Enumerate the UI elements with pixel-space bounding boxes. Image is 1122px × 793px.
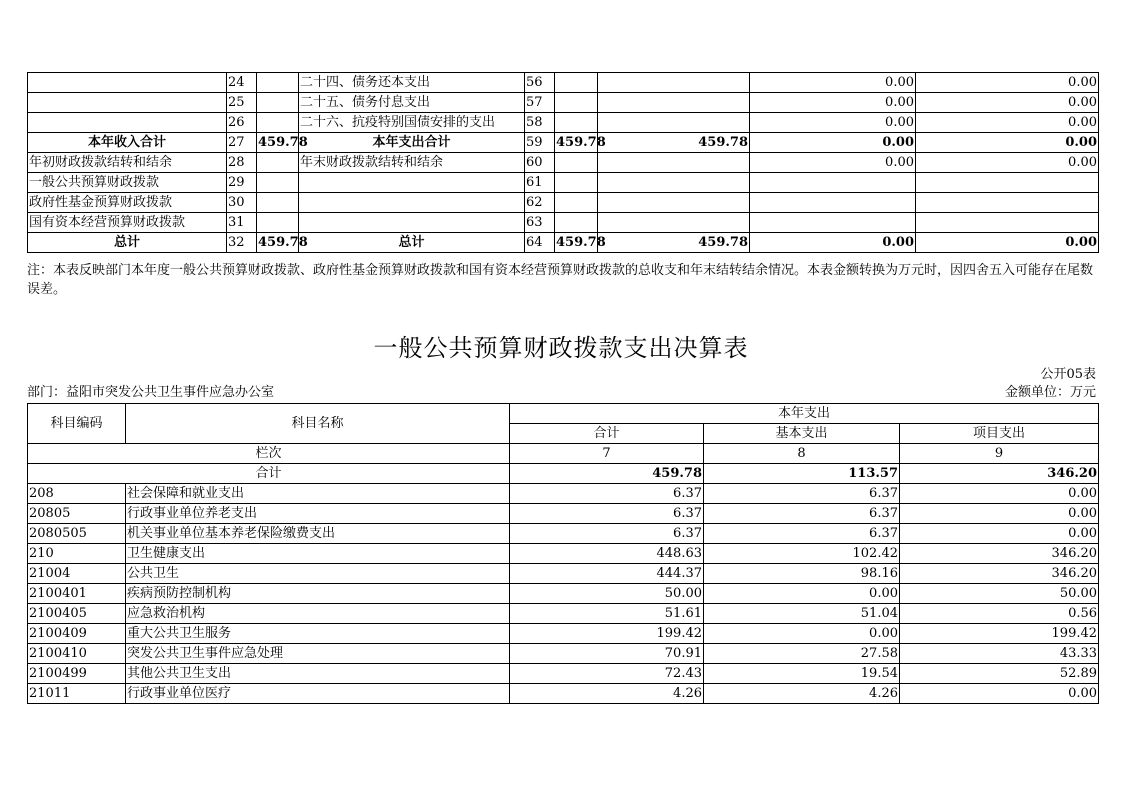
expenditure-amount-4: 0.00 [916,113,1099,133]
income-amount [257,113,299,133]
expenditure-amount-1: 459.78 [555,133,598,153]
expenditure-amount-4: 0.00 [916,73,1099,93]
income-amount [257,93,299,113]
subject-code: 2080505 [28,524,126,544]
expenditure-line-number: 58 [525,113,555,133]
expenditure-amount-3 [750,213,916,233]
amount-basic: 27.58 [704,644,900,664]
expenditure-amount-4 [916,213,1099,233]
header-basic: 基本支出 [704,424,900,444]
income-line-number: 27 [227,133,257,153]
income-line-number: 31 [227,213,257,233]
amount-total: 6.37 [510,504,704,524]
expenditure-amount-2 [598,113,750,133]
amount-basic: 51.04 [704,604,900,624]
column-number-label: 栏次 [28,444,510,464]
table-row [28,564,1099,584]
column-number-total: 7 [510,444,704,464]
subject-name: 疾病预防控制机构 [126,584,510,604]
header-total: 合计 [510,424,704,444]
amount-total: 199.42 [510,624,704,644]
table-row [28,93,1099,113]
income-line-number: 25 [227,93,257,113]
column-number-basic: 8 [704,444,900,464]
table-row [28,544,1099,564]
amount-project: 0.56 [900,604,1099,624]
expenditure-amount-2 [598,193,750,213]
amount-project: 43.33 [900,644,1099,664]
expenditure-amount-2 [598,73,750,93]
expenditure-amount-3: 0.00 [750,133,916,153]
amount-project: 0.00 [900,504,1099,524]
sum-label: 合计 [28,464,510,484]
subject-code: 210 [28,544,126,564]
department-label: 部门：益阳市突发公共卫生事件应急办公室 [27,385,275,400]
expenditure-line-number: 64 [525,233,555,253]
subject-name: 应急救治机构 [126,604,510,624]
expenditure-item-name: 二十五、债务付息支出 [299,93,525,113]
expenditure-amount-1 [555,73,598,93]
table-row [28,584,1099,604]
amount-project: 0.00 [900,524,1099,544]
income-amount [257,173,299,193]
table-row [28,484,1099,504]
amount-basic: 0.00 [704,584,900,604]
sum-project: 346.20 [900,464,1099,484]
sum-total: 459.78 [510,464,704,484]
expenditure-amount-3: 0.00 [750,73,916,93]
expenditure-item-name [299,193,525,213]
income-amount [257,193,299,213]
amount-total: 448.63 [510,544,704,564]
expenditure-amount-1 [555,193,598,213]
expenditure-amount-4: 0.00 [916,93,1099,113]
amount-total: 70.91 [510,644,704,664]
expenditure-amount-1 [555,113,598,133]
unit-label: 金额单位：万元 [1004,385,1096,400]
income-item-name [28,73,227,93]
header-name: 科目名称 [126,404,510,444]
header-project: 项目支出 [900,424,1099,444]
expenditure-item-name: 二十六、抗疫特别国债安排的支出 [299,113,525,133]
subject-code: 2100410 [28,644,126,664]
subject-code: 2100401 [28,584,126,604]
subject-name: 其他公共卫生支出 [126,664,510,684]
amount-total: 51.61 [510,604,704,624]
subject-code: 20805 [28,504,126,524]
subject-code: 21004 [28,564,126,584]
column-number-project: 9 [900,444,1099,464]
table-row [28,644,1099,664]
table-row [28,624,1099,644]
column-number-row [28,444,1099,464]
expenditure-line-number: 63 [525,213,555,233]
subject-code: 2100405 [28,604,126,624]
amount-total: 4.26 [510,684,704,704]
income-line-number: 24 [227,73,257,93]
table-row [28,173,1099,193]
income-item-name: 本年收入合计 [28,133,227,153]
expenditure-amount-3 [750,193,916,213]
amount-basic: 6.37 [704,524,900,544]
amount-total: 72.43 [510,664,704,684]
expenditure-amount-4 [916,193,1099,213]
amount-total: 50.00 [510,584,704,604]
income-amount: 459.78 [257,133,299,153]
expenditure-amount-2: 459.78 [598,133,750,153]
amount-basic: 6.37 [704,504,900,524]
expenditure-amount-1 [555,153,598,173]
expenditure-line-number: 56 [525,73,555,93]
amount-basic: 102.42 [704,544,900,564]
table-row [28,113,1099,133]
revenue-expenditure-table [27,72,1099,253]
expenditure-amount-4 [916,173,1099,193]
income-item-name: 政府性基金预算财政拨款 [28,193,227,213]
expenditure-amount-2 [598,153,750,173]
table-row [28,664,1099,684]
header-row-1 [28,404,1099,424]
amount-project: 0.00 [900,484,1099,504]
page-title: 一般公共预算财政拨款支出决算表 [373,334,749,362]
amount-total: 6.37 [510,484,704,504]
income-amount: 459.78 [257,233,299,253]
income-amount [257,213,299,233]
expenditure-amount-2 [598,173,750,193]
table-row [28,524,1099,544]
subject-name: 公共卫生 [126,564,510,584]
expenditure-line-number: 57 [525,93,555,113]
expenditure-line-number: 59 [525,133,555,153]
expenditure-amount-1: 459.78 [555,233,598,253]
income-line-number: 30 [227,193,257,213]
expenditure-amount-1 [555,173,598,193]
table-row [28,213,1099,233]
expenditure-amount-1 [555,93,598,113]
table-row [28,153,1099,173]
amount-basic: 6.37 [704,484,900,504]
subject-code: 208 [28,484,126,504]
expenditure-line-number: 61 [525,173,555,193]
income-item-name: 国有资本经营预算财政拨款 [28,213,227,233]
income-item-name: 总计 [28,233,227,253]
subject-code: 2100409 [28,624,126,644]
expenditure-amount-4: 0.00 [916,153,1099,173]
expenditure-item-name [299,173,525,193]
amount-basic: 98.16 [704,564,900,584]
amount-project: 50.00 [900,584,1099,604]
subject-name: 机关事业单位基本养老保险缴费支出 [126,524,510,544]
subject-name: 社会保障和就业支出 [126,484,510,504]
expenditure-amount-4: 0.00 [916,133,1099,153]
amount-total: 6.37 [510,524,704,544]
subject-code: 2100499 [28,664,126,684]
table-row [28,73,1099,93]
expenditure-amount-2 [598,93,750,113]
expenditure-amount-1 [555,213,598,233]
subject-code: 21011 [28,684,126,704]
income-line-number: 28 [227,153,257,173]
amount-project: 52.89 [900,664,1099,684]
expenditure-line-number: 60 [525,153,555,173]
expenditure-item-name [299,213,525,233]
income-item-name [28,93,227,113]
amount-total: 444.37 [510,564,704,584]
income-amount [257,73,299,93]
expenditure-table [27,403,1099,704]
header-year-expenditure: 本年支出 [510,404,1099,424]
amount-basic: 19.54 [704,664,900,684]
sum-row [28,464,1099,484]
table-row [28,193,1099,213]
income-item-name: 一般公共预算财政拨款 [28,173,227,193]
expenditure-amount-4: 0.00 [916,233,1099,253]
expenditure-item-name: 二十四、债务还本支出 [299,73,525,93]
sum-basic: 113.57 [704,464,900,484]
amount-project: 346.20 [900,544,1099,564]
income-line-number: 29 [227,173,257,193]
expenditure-amount-3: 0.00 [750,93,916,113]
expenditure-item-name: 年末财政拨款结转和结余 [299,153,525,173]
income-item-name [28,113,227,133]
expenditure-amount-3: 0.00 [750,113,916,133]
subject-name: 行政事业单位医疗 [126,684,510,704]
expenditure-amount-3 [750,173,916,193]
expenditure-item-name: 本年支出合计 [299,133,525,153]
expenditure-amount-3: 0.00 [750,233,916,253]
expenditure-line-number: 62 [525,193,555,213]
table-row [28,133,1099,153]
amount-basic: 0.00 [704,624,900,644]
table-note: 注：本表反映部门本年度一般公共预算财政拨款、政府性基金预算财政拨款和国有资本经营预算财政拨款的总收支和年末结转结余情况。本表金额转换为万元时，因四舍五入可能存在尾数误差。 [27,263,1094,297]
subject-name: 卫生健康支出 [126,544,510,564]
income-line-number: 26 [227,113,257,133]
amount-project: 346.20 [900,564,1099,584]
header-code: 科目编码 [28,404,126,444]
table-row [28,604,1099,624]
expenditure-amount-2 [598,213,750,233]
table-row [28,504,1099,524]
amount-basic: 4.26 [704,684,900,704]
table-code: 公开05表 [1040,367,1096,382]
amount-project: 0.00 [900,684,1099,704]
table-row [28,684,1099,704]
income-amount [257,153,299,173]
subject-name: 突发公共卫生事件应急处理 [126,644,510,664]
subject-name: 重大公共卫生服务 [126,624,510,644]
expenditure-amount-2: 459.78 [598,233,750,253]
expenditure-amount-3: 0.00 [750,153,916,173]
table-row [28,233,1099,253]
subject-name: 行政事业单位养老支出 [126,504,510,524]
income-line-number: 32 [227,233,257,253]
amount-project: 199.42 [900,624,1099,644]
expenditure-item-name: 总计 [299,233,525,253]
income-item-name: 年初财政拨款结转和结余 [28,153,227,173]
